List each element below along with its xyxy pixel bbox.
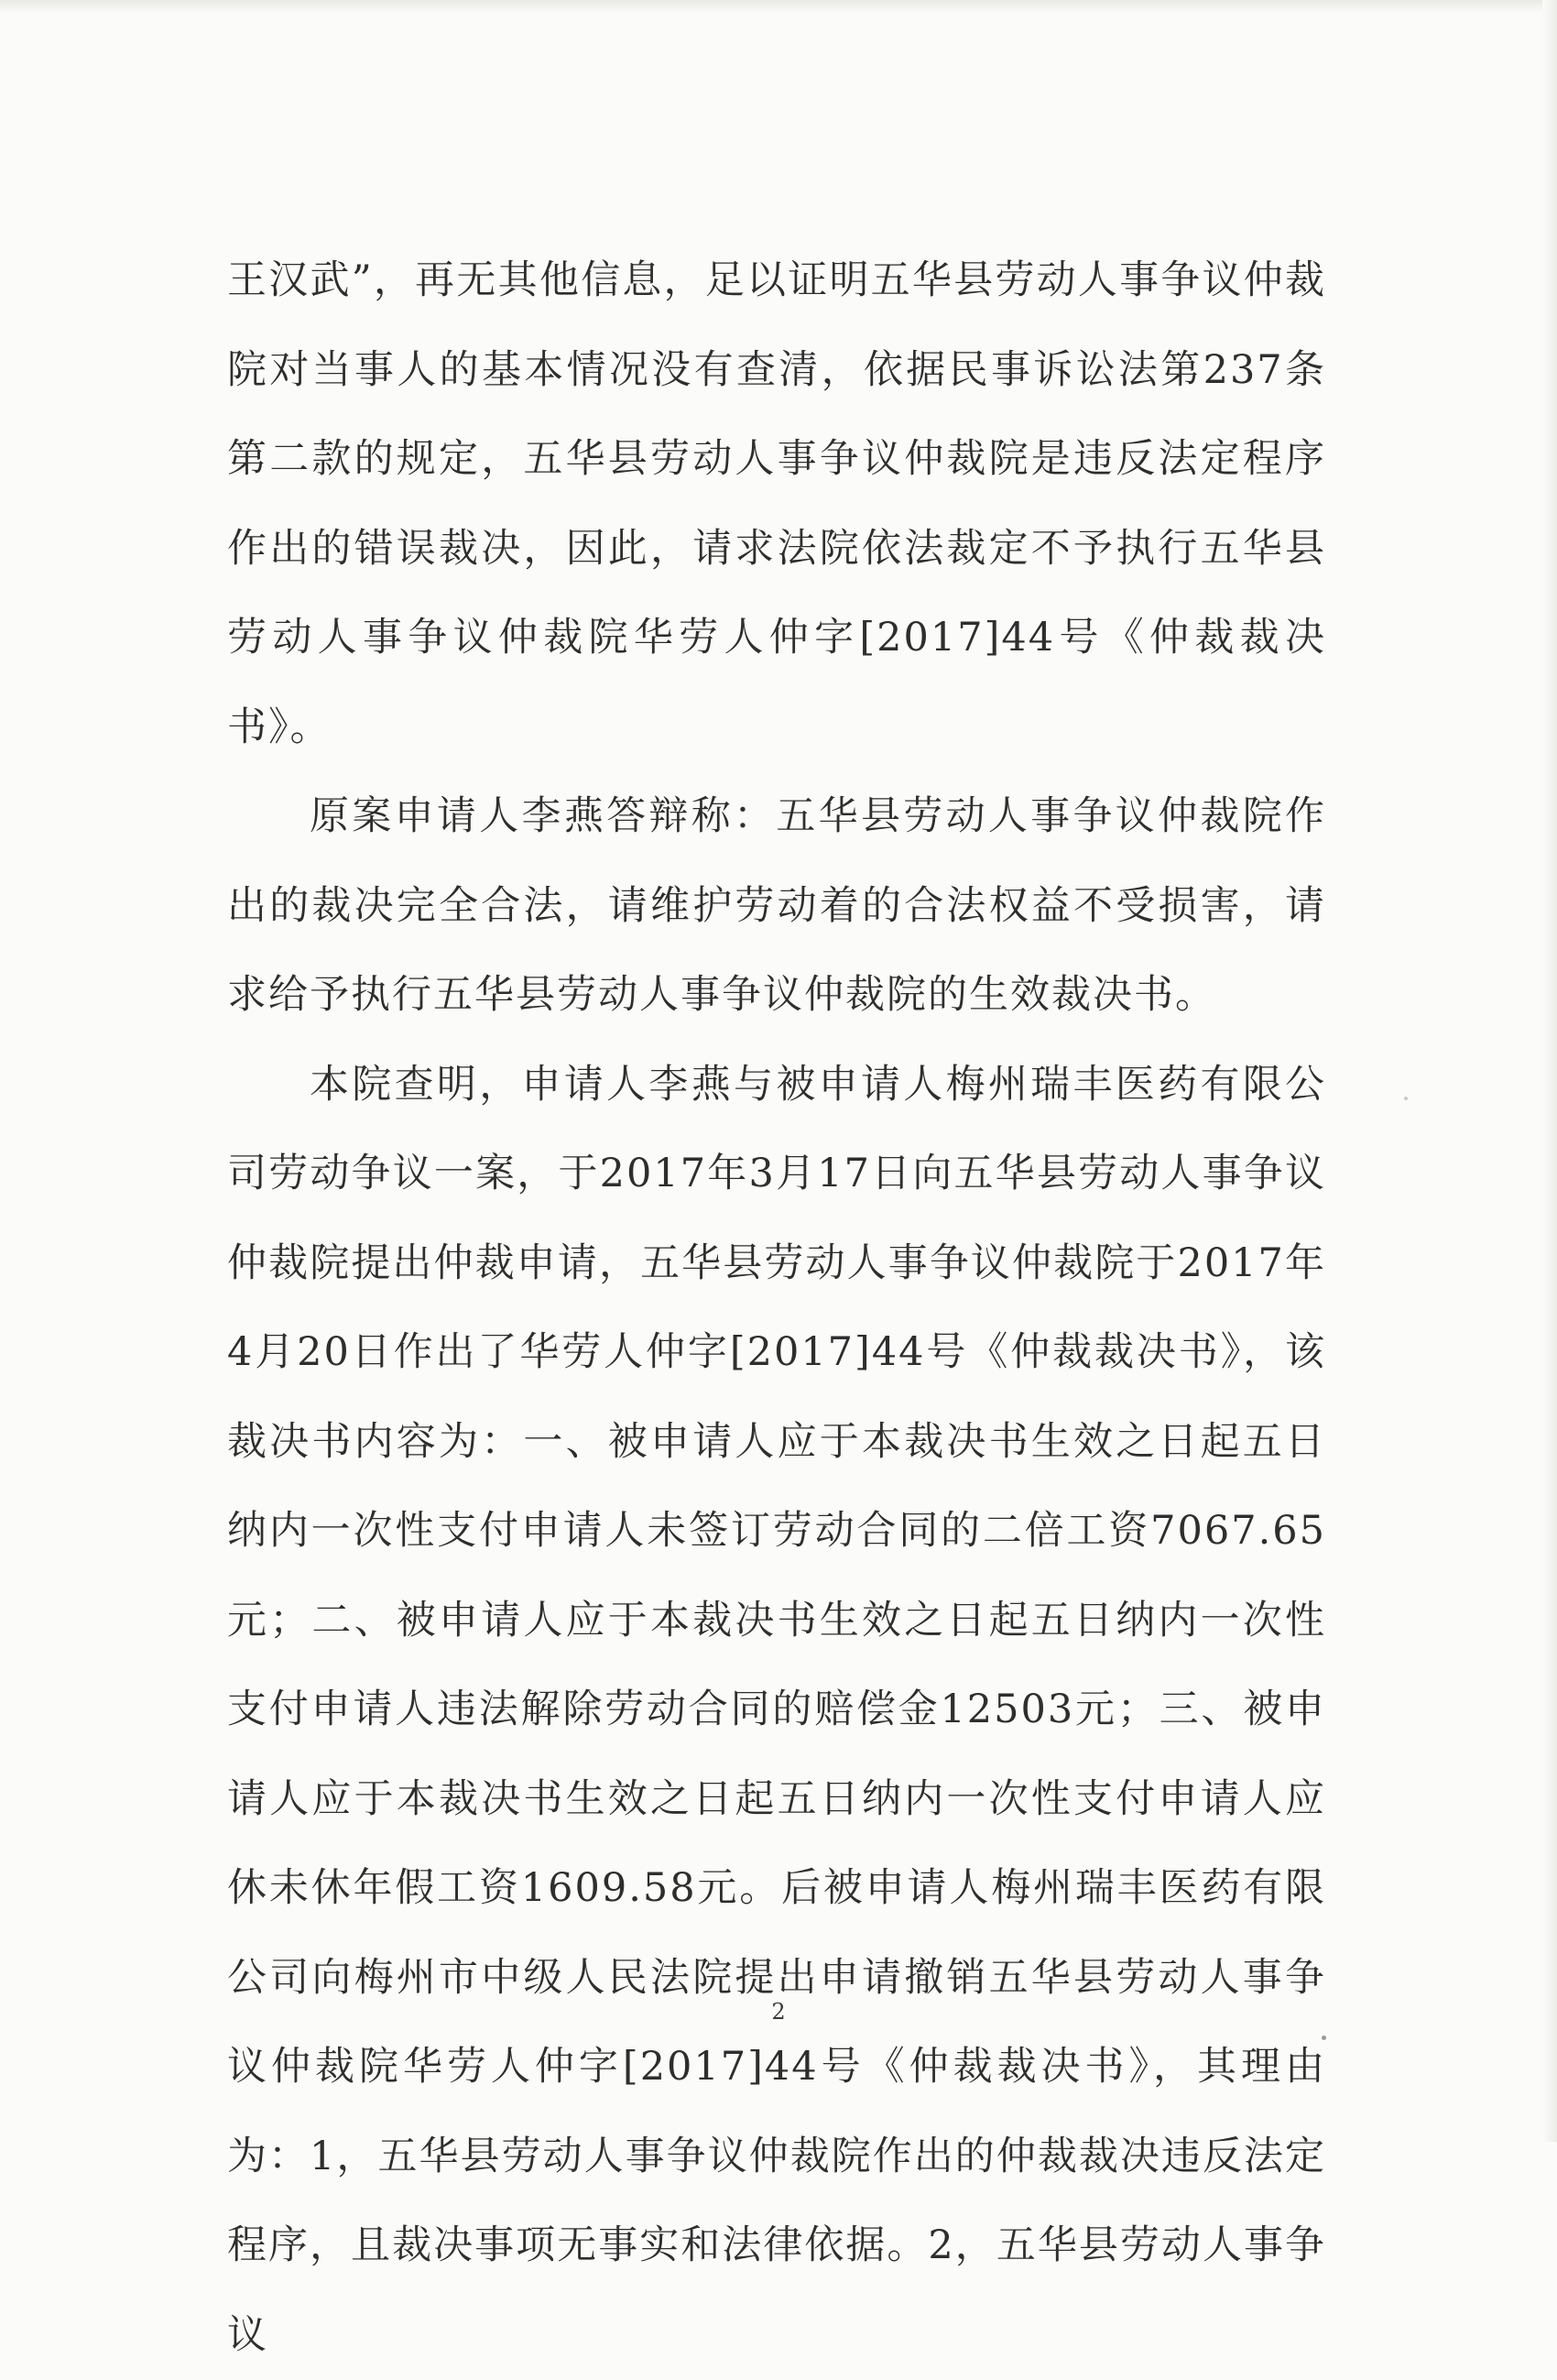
paragraph-continued-argument: 王汉武”，再无其他信息，足以证明五华县劳动人事争议仲裁院对当事人的基本情况没有查清，依据民事诉讼法第237条第二款的规定，五华县劳动人事争议仲裁院是违反法定程序作出的错误裁决，因此，请求法院依法裁定不予执行五华县劳动人事争议仲裁院华劳人仲字[2017]44号《仲裁裁决书》。: [227, 236, 1326, 772]
scan-top-edge: [0, 0, 1557, 13]
scan-speck: [1404, 1097, 1408, 1100]
scan-right-edge: [1542, 0, 1557, 2142]
page-number: 2: [0, 1999, 1557, 2025]
paragraph-court-findings: 本院查明，申请人李燕与被申请人梅州瑞丰医药有限公司劳动争议一案，于2017年3月17日向五华县劳动人事争议仲裁院提出仲裁申请，五华县劳动人事争议仲裁院于2017年4月20日作出了华劳人仲字[2017]44号《仲裁裁决书》，该裁决书内容为：一、被申请人应于本裁决书生效之日起五日纳内一次性支付申请人未签订劳动合同的二倍工资7067.65元；二、被申请人应于本裁决书生效之日起五日纳内一次性支付申请人违法解除劳动合同的赔偿金12503元；三、被申请人应于本裁决书生效之日起五日纳内一次性支付申请人应休未休年假工资1609.58元。后被申请人梅州瑞丰医药有限公司向梅州市中级人民法院提出申请撤销五华县劳动人事争议仲裁院华劳人仲字[2017]44号《仲裁裁决书》，其理由为：1，五华县劳动人事争议仲裁院作出的仲裁裁决违反法定程序，且裁决事项无事实和法律依据。2，五华县劳动人事争议: [227, 1041, 1326, 2380]
scan-speck: [1322, 2036, 1326, 2040]
document-body: [227, 236, 1326, 2380]
paragraph-respondent-reply: 原案申请人李燕答辩称：五华县劳动人事争议仲裁院作出的裁决完全合法，请维护劳动着的合法权益不受损害，请求给予执行五华县劳动人事争议仲裁院的生效裁决书。: [227, 772, 1326, 1041]
